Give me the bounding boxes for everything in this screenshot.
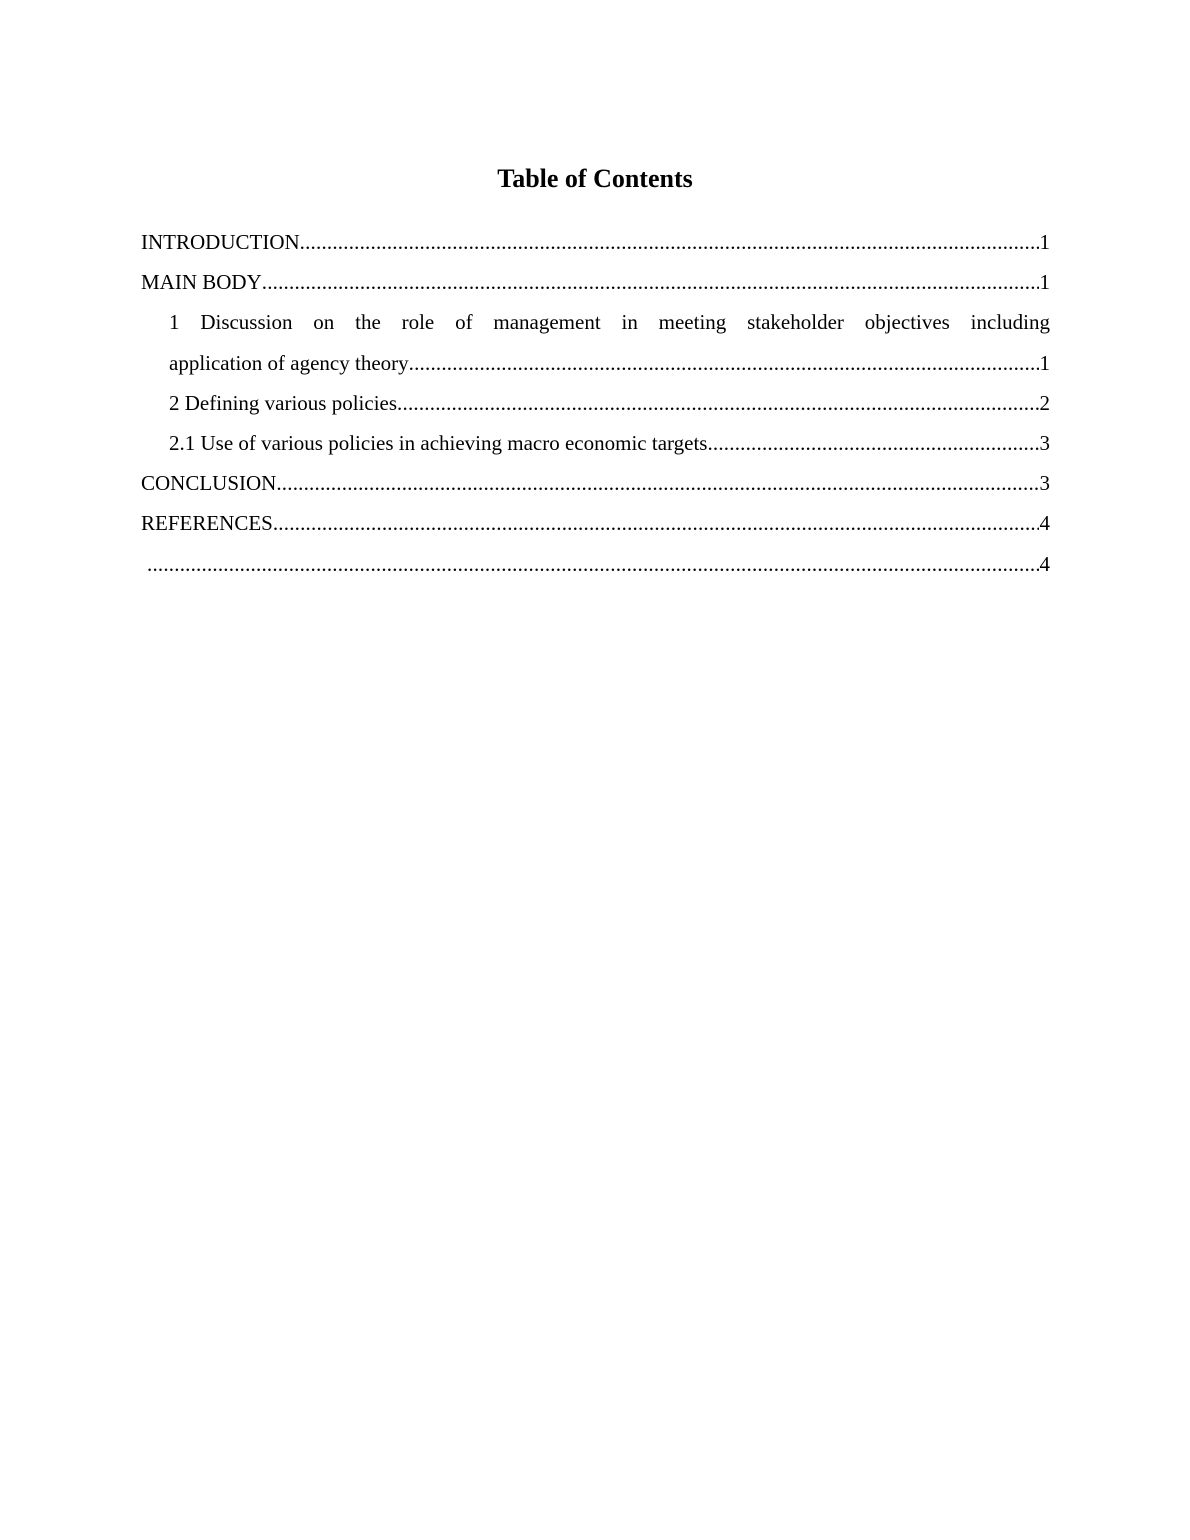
toc-entry-discussion-role-of-management[interactable] [169, 302, 1050, 382]
toc-entry-page-number: 3 [1039, 423, 1051, 463]
toc-title: Table of Contents [497, 164, 693, 193]
toc-entry-conclusion[interactable] [141, 463, 1050, 503]
toc-entry-label: INTRODUCTION ..... [141, 222, 1050, 262]
toc-entry-label: 2 Defining various policies ..... [169, 383, 1050, 423]
toc-entry-label: REFERENCES ..... [141, 503, 1050, 543]
toc-entry-page-number: 4 [1039, 544, 1051, 584]
toc-entry-page-number: 1 [1039, 222, 1051, 262]
toc-entry-label: MAIN BODY ..... [141, 262, 1050, 302]
toc-entry-page-number: 2 [1039, 383, 1051, 423]
toc-entry-page-number: 4 [1039, 503, 1051, 543]
toc-entry-label: CONCLUSION ..... [141, 463, 1050, 503]
toc-entry-page-number: 1 [1039, 262, 1051, 302]
table-of-contents [141, 222, 1050, 584]
toc-entry-label-line1: 1 Discussion on the role of management in meeting stakeholder objectives including [169, 310, 1050, 335]
toc-entry-page-number: 1 [1039, 343, 1051, 383]
toc-entry-page-number: 3 [1039, 463, 1051, 503]
toc-entry-label-line2: application of agency theory ..... [169, 343, 1050, 383]
toc-entry-label [141, 544, 1050, 584]
toc-entry-main-body[interactable] [141, 262, 1050, 302]
toc-entry-defining-policies[interactable] [169, 383, 1050, 423]
toc-entry-label: 2.1 Use of various policies in achieving macro economic targets ..... [169, 423, 1050, 463]
toc-entry-introduction[interactable] [141, 222, 1050, 262]
toc-entry-use-of-policies[interactable] [169, 423, 1050, 463]
toc-entry-references[interactable] [141, 503, 1050, 543]
toc-entry-untitled[interactable] [141, 544, 1050, 584]
toc-entry-line2 [169, 343, 1050, 383]
